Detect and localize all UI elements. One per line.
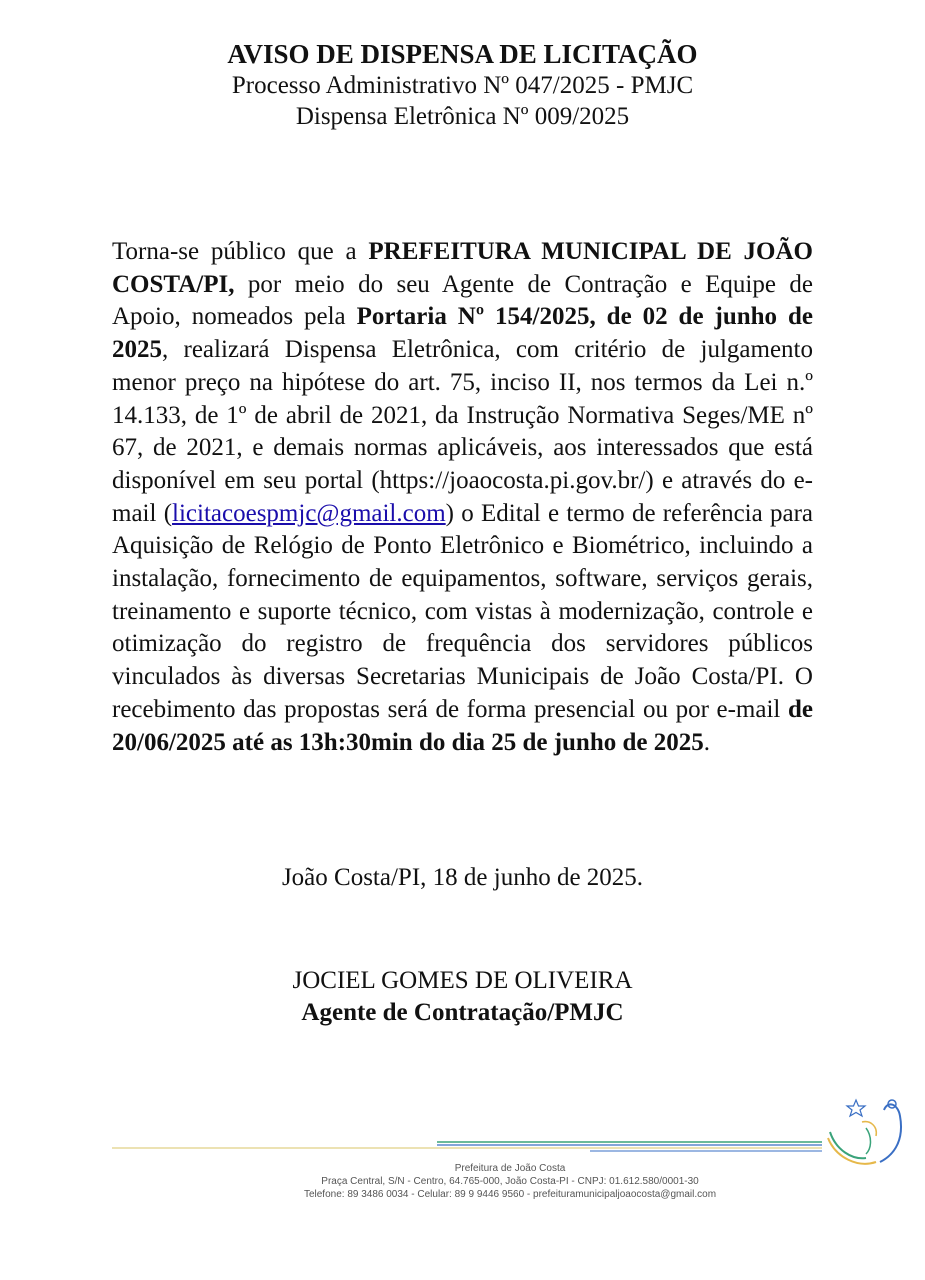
process-number: Processo Administrativo Nº 047/2025 - PMJC xyxy=(231,72,694,99)
body-bold-deadline: de 20/06/2025 até as 13h:30min do dia 25 de junho de 2025 xyxy=(112,695,813,756)
footer-org: Prefeitura de João Costa xyxy=(454,1163,566,1174)
body-text-3: , realizará Dispensa Eletrônica, com critério de julgamento menor preço na hipótese do art. 75, inciso II, nos termos da Lei n.º 14.133, de 1º de abril de 2021, da Instrução Normativa Seges/ME nº 67, de 2021, e demais normas aplicáveis, aos interessados que está disponível em seu portal (https://joaocosta.pi.gov.br/) e através do e-mail ( xyxy=(112,336,813,527)
document-header xyxy=(0,38,925,132)
footer xyxy=(0,1162,925,1201)
body-bold-prefeitura: PREFEITURA MUNICIPAL DE JOÃO COSTA/PI, xyxy=(112,238,814,298)
footer-divider-lines xyxy=(0,1120,925,1160)
footer-address: Praça Central, S/N - Centro, 64.765-000, João Costa-PI - CNPJ: 01.612.580/0001-30 xyxy=(321,1176,699,1187)
dispensa-number: Dispensa Eletrônica Nº 009/2025 xyxy=(295,103,630,130)
body-text-2: por meio do seu Agente de Contração e Equipe de Apoio, nomeados pela xyxy=(112,270,813,331)
footer-contact: Telefone: 89 3486 0034 - Celular: 89 9 9446 9560 - prefeituramunicipaljoaocosta@gmail.com xyxy=(303,1189,717,1200)
signer-role: Agente de Contratação/PMJC xyxy=(301,999,624,1026)
body-text-4: ) o Edital e termo de referência para Aquisição de Relógio de Ponto Eletrônico e Biométrico, incluindo a instalação, fornecimento de equipamentos, software, serviços gerais, treinamento e suporte técnico, com vistas à modernização, controle e otimização do registro de frequência dos servidores públicos vinculados às diversas Secretarias Municipais de João Costa/PI. O recebimento das propostas será de forma presencial ou por e-mail xyxy=(112,499,813,723)
email-link[interactable]: licitacoespmjc@gmail.com xyxy=(172,499,446,527)
date-line: João Costa/PI, 18 de junho de 2025. xyxy=(281,864,644,891)
notice-body xyxy=(112,236,813,759)
signature-block xyxy=(0,965,925,1029)
body-text-5: . xyxy=(703,728,710,756)
body-text-1: Torna-se público que a xyxy=(112,238,369,265)
body-bold-portaria: Portaria Nº 154/2025, de 02 de junho de 2025 xyxy=(112,303,813,364)
document-title: AVISO DE DISPENSA DE LICITAÇÃO xyxy=(227,39,698,69)
signer-name: JOCIEL GOMES DE OLIVEIRA xyxy=(292,967,633,994)
